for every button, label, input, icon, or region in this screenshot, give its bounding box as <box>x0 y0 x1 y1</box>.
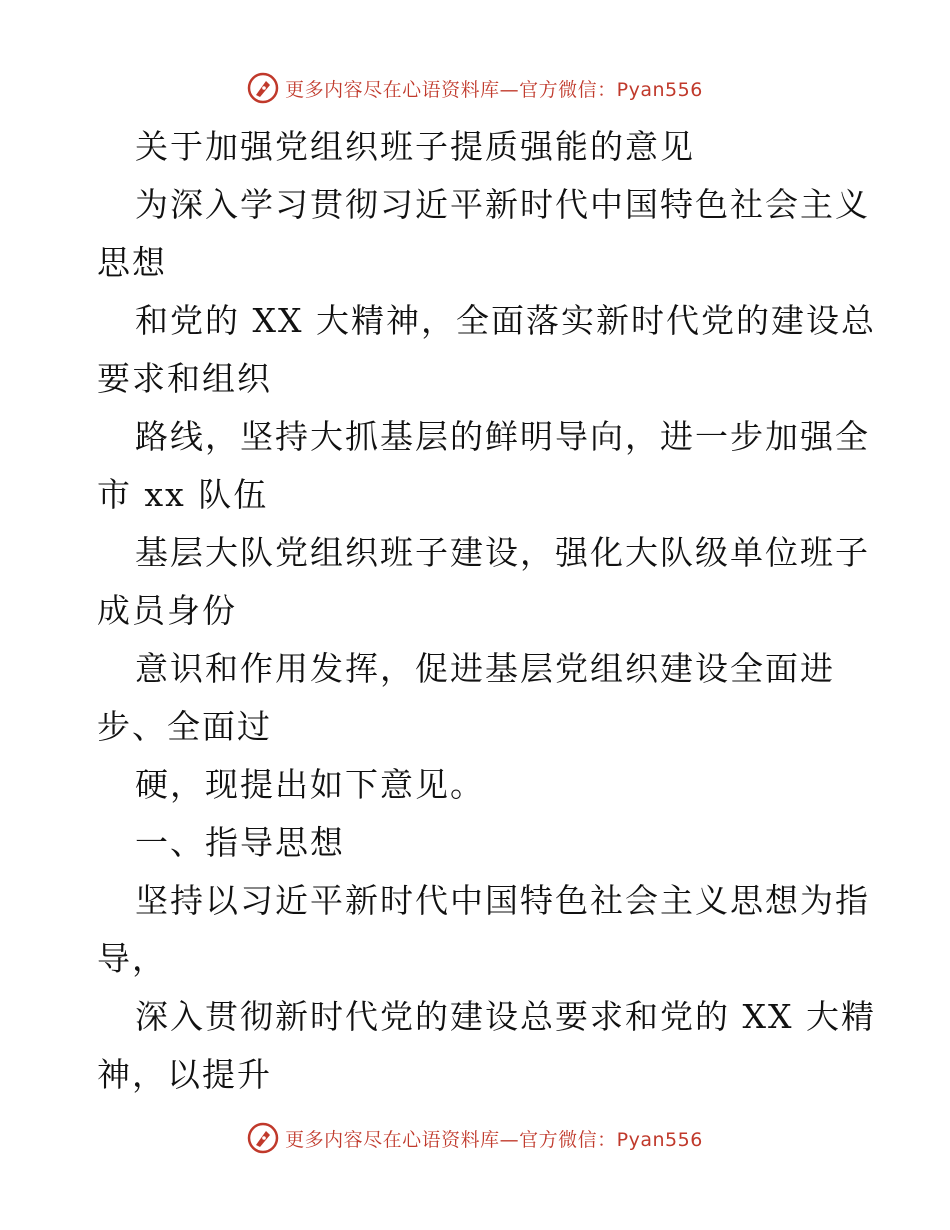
document-body <box>97 118 876 1104</box>
text-line: 导， <box>97 939 167 978</box>
watermark-text: 更多内容尽在心语资料库—官方微信：Pyan556 <box>285 1128 703 1151</box>
text-line: 意识和作用发挥，促进基层党组织建设全面进 <box>135 649 835 688</box>
text-line: 和党的 XX 大精神，全面落实新时代党的建设总 <box>135 301 876 340</box>
text-line: 成员身份 <box>97 591 237 630</box>
pen-nib-logo-icon <box>247 1122 279 1154</box>
text-line: 坚持以习近平新时代中国特色社会主义思想为指 <box>135 881 870 920</box>
text-line: 一、指导思想 <box>135 823 345 862</box>
text-line: 神，以提升 <box>97 1055 272 1094</box>
text-line: 硬，现提出如下意见。 <box>135 765 485 804</box>
text-line: 关于加强党组织班子提质强能的意见 <box>135 127 695 166</box>
pen-nib-logo-icon <box>247 72 279 104</box>
text-line: 深入贯彻新时代党的建设总要求和党的 XX 大精 <box>135 997 876 1036</box>
text-line: 要求和组织 <box>97 359 272 398</box>
text-line: 市 xx 队伍 <box>97 475 269 514</box>
text-line: 基层大队党组织班子建设，强化大队级单位班子 <box>135 533 870 572</box>
text-line: 步、全面过 <box>97 707 272 746</box>
text-line: 为深入学习贯彻习近平新时代中国特色社会主义 <box>135 185 870 224</box>
footer-watermark <box>0 1122 950 1154</box>
text-line: 路线，坚持大抓基层的鲜明导向，进一步加强全 <box>135 417 870 456</box>
text-line: 思想 <box>97 243 167 282</box>
watermark-text: 更多内容尽在心语资料库—官方微信：Pyan556 <box>285 78 703 101</box>
header-watermark <box>0 72 950 104</box>
